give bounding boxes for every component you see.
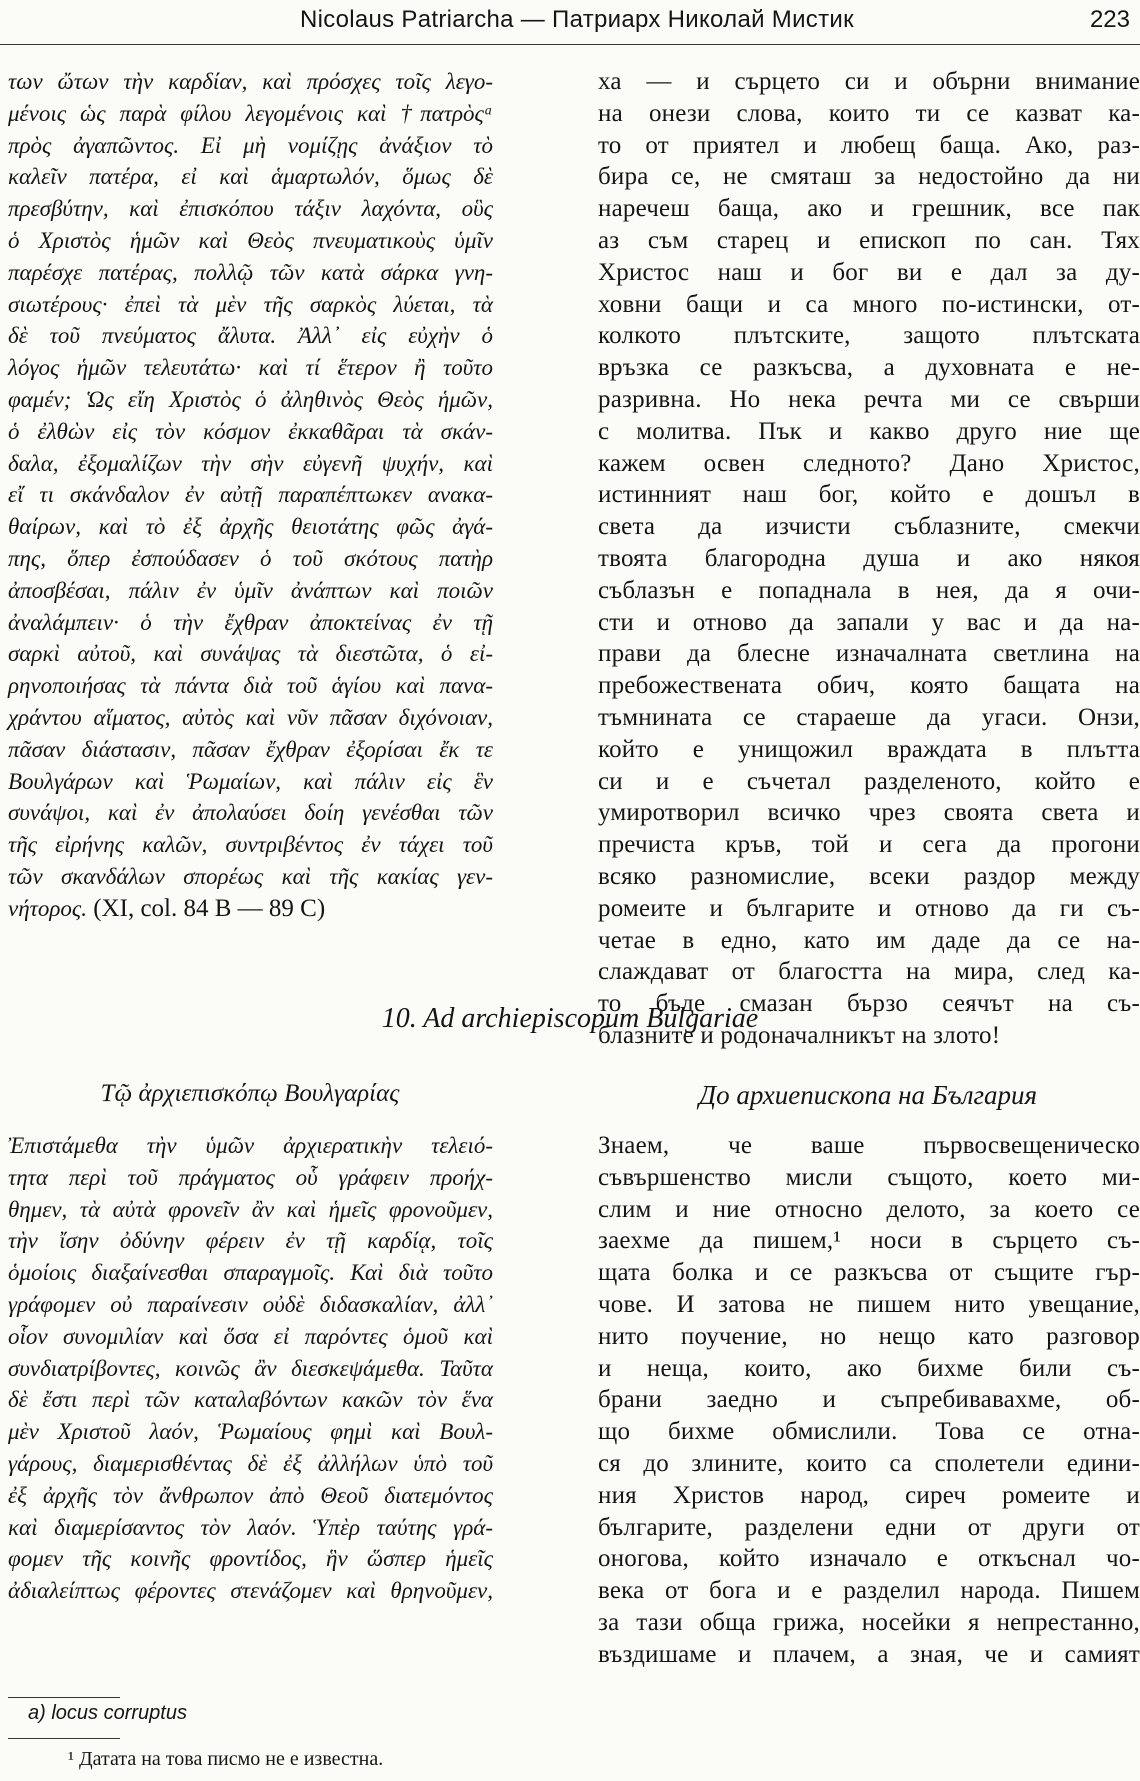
text-line: θημεν, τὰ αὐτὰ φρονεῖν ἂν καὶ ἡμεῖς φρονοῦμεν, bbox=[8, 1196, 493, 1222]
text-line: колкото плътските, защото плътската bbox=[598, 322, 1140, 350]
text-line: εἴ τι σκάνδαλον ἐν αὐτῇ παραπέπτωκεν ανακα- bbox=[8, 482, 493, 508]
text-line: то бъде смазан бързо сеячът на съ- bbox=[598, 990, 1140, 1018]
text-line: щата болка и се разкъсва от същите гър- bbox=[598, 1259, 1140, 1287]
text-line: Знаем, че ваше първосвещеническо bbox=[598, 1132, 1140, 1159]
text-line: пречиста кръв, той и сега да прогони bbox=[598, 831, 1140, 859]
text-line: συνδιατρίβοντες, κοινῶς ἂν διεσκεψάμεθα. Ταῦτα bbox=[8, 1355, 493, 1381]
running-title: Nicolaus Patriarcha — Патриарх Николай Мистик bbox=[300, 6, 854, 33]
text-line: за тази обща грижа, носейки я непрестанно, bbox=[598, 1608, 1140, 1636]
text-line: λόγος ἡμῶν τελευτάτω· καὶ τί ἕτερον ἢ τοῦτο bbox=[8, 355, 493, 381]
text-line: истинният наш бог, който е дошъл в bbox=[598, 481, 1140, 509]
text-line: Βουλγάρων καὶ Ῥωμαίων, καὶ πάλιν εἰς ἓν bbox=[8, 768, 493, 794]
text-line: слим и ние относно делото, за което се bbox=[598, 1195, 1140, 1223]
text-line: слаждават от благостта на мира, след ка- bbox=[598, 958, 1140, 986]
text-line: тъмнината се стараеше да угаси. Онзи, bbox=[598, 703, 1140, 731]
text-line: ромеите и българите и отново да ги съ- bbox=[598, 894, 1140, 922]
text-line: Ἐπιστάμεθα τὴν ὑμῶν ἀρχιερατικὴν τελειό- bbox=[8, 1133, 493, 1158]
letter10-title: 10. Ad archiepiscopum Bulgariae bbox=[381, 1003, 759, 1034]
letter9-greek-text bbox=[8, 66, 493, 925]
letter9-bulgarian-text bbox=[598, 66, 1140, 1052]
text-line: връзка се разкъсва, а духовната е не- bbox=[598, 354, 1140, 382]
text-line: който е унищожил враждата в плътта bbox=[598, 735, 1140, 763]
letter10-bulgarian-text bbox=[598, 1130, 1140, 1671]
footnote-rule-2 bbox=[8, 1738, 120, 1739]
text-line: ἀποσβέσαι, πάλιν ἐν ὑμῖν ἀνάπτων καὶ ποιῶν bbox=[8, 577, 493, 603]
text-line: оногова, който изначало е откъснал чо- bbox=[598, 1545, 1140, 1573]
text-line: των ὤτων τὴν καρδίαν, καὶ πρόσχες τοῖς λεγο- bbox=[8, 69, 493, 94]
text-line: заехме да пишем,¹ носи в сърцето съ- bbox=[598, 1227, 1140, 1255]
text-line: ἐξ ἀρχῆς τὸν ἄνθρωπον ἀπὸ Θεοῦ διατεμόντος bbox=[8, 1482, 493, 1508]
text-line: δὲ τοῦ πνεύματος ἄλυτα. Ἀλλ᾽ εἰς εὐχὴν ὁ bbox=[8, 323, 493, 349]
text-line: τῆς εἰρήνης καλῶν, συντριβέντος ἐν τάχει τοῦ bbox=[8, 832, 493, 858]
text-line: πρὸς ἀγαπῶντος. Εἰ μὴ νομίζῃς ἀνάξιον τὸ bbox=[8, 132, 493, 158]
text-line: γάρους, διαμερισθέντας δὲ ἐξ ἀλλήλων ὑπὸ τοῦ bbox=[8, 1450, 493, 1476]
text-line: си и е съчетал разделеното, който е bbox=[598, 767, 1140, 795]
text-line: πης, ὅπερ ἐσπούδασεν ὁ τοῦ σκότους πατὴρ bbox=[8, 545, 493, 571]
text-line: на онези слова, които ти се казват ка- bbox=[598, 99, 1140, 127]
text-line: παρέσχε πατέρας, πολλῷ τῶν κατὰ σάρκα γνη- bbox=[8, 259, 493, 285]
text-line: твоята благородна душа и ако някоя bbox=[598, 544, 1140, 572]
text-line: наречеш баща, ако и грешник, все пак bbox=[598, 195, 1140, 223]
text-line: φομεν τῆς κοινῆς φροντίδος, ἣν ὥσπερ ἡμεῖς bbox=[8, 1546, 493, 1572]
text-line: разривна. Но нека речта ми се свърши bbox=[598, 385, 1140, 413]
text-line: света да изчисти съблазните, смекчи bbox=[598, 513, 1140, 541]
text-line: съвършенство мисли същото, което ми- bbox=[598, 1163, 1140, 1191]
page-number: 223 bbox=[1089, 6, 1130, 33]
text-line: с молитва. Пък и какво друго ние ще bbox=[598, 417, 1140, 445]
text-line: πᾶσαν διάστασιν, πᾶσαν ἔχθραν ἐξορίσαι ἔκ τε bbox=[8, 736, 493, 762]
text-line: прави да блесне изначалната светлина на bbox=[598, 640, 1140, 668]
text-line: съблазън е попаднала в нея, да я очи- bbox=[598, 576, 1140, 604]
text-line: нито поучение, но нещо като разговор bbox=[598, 1322, 1140, 1350]
footnote-rule bbox=[8, 1697, 120, 1698]
text-line: μὲν Χριστοῦ λαόν, Ῥωμαίους φημὶ καὶ Βουλ- bbox=[8, 1419, 493, 1445]
text-line: и неща, които, ако бихме били съ- bbox=[598, 1354, 1140, 1382]
text-line: σιωτέρους· ἐπεὶ τὰ μὲν τῆς σαρκὸς λύεται, τὰ bbox=[8, 291, 493, 317]
running-header bbox=[0, 0, 1140, 45]
text-line: σαρκὶ αὐτοῦ, καὶ συνάψας τὰ διεστῶτα, ὁ εἰ- bbox=[8, 641, 493, 667]
source-citation: (XI, col. 84 B — 89 C) bbox=[86, 894, 326, 922]
text-line: θαίρων, καὶ τὸ ἐξ ἀρχῆς θειοτάτης φῶς ἀγά- bbox=[8, 514, 493, 540]
text-line: τῶν σκανδάλων σπορέως καὶ τῆς κακίας γεν- bbox=[8, 863, 493, 889]
text-line: νήτορος. (XI, col. 84 B — 89 C) bbox=[8, 894, 326, 922]
bulgarian-footnote: ¹ Датата на това писмо не е известна. bbox=[68, 1748, 384, 1770]
text-line: сти и отново да запали у вас и да на- bbox=[598, 608, 1140, 636]
text-line: пребожествената обич, която бащата на bbox=[598, 672, 1140, 700]
text-line: ховни бащи и са много по-истински, от- bbox=[598, 290, 1140, 318]
text-line: ὁ ἐλθὼν εἰς τὸν κόσμον ἐκκαθᾶραι τὰ σκάν- bbox=[8, 418, 493, 444]
text-line: блазните и родоначалникът на злото! bbox=[598, 1021, 1001, 1049]
text-line: ὁμοίοις διαξαίνεσθαι σπαραγμοῖς. Καὶ διὰ τοῦτο bbox=[8, 1260, 493, 1286]
text-line: οἷον συνομιλίαν καὶ ὅσα εἰ παρόντες ὁμοῦ καὶ bbox=[8, 1323, 493, 1349]
text-line: аз съм старец и епископ по сан. Тях bbox=[598, 226, 1140, 254]
text-line: то от приятел и любещ баща. Ако, раз- bbox=[598, 131, 1140, 159]
text-line: καὶ διαμερίσαντος τὸν λαόν. Ὑπὲρ ταύτης γρά- bbox=[8, 1514, 493, 1540]
text-line: кажем освен следното? Дано Христос, bbox=[598, 449, 1140, 477]
text-line: българите, разделени едни от други от bbox=[598, 1513, 1140, 1541]
letter10-bulgarian-heading: До архиепископа на България bbox=[698, 1080, 1038, 1110]
text-line: умиротворил всичко чрез своята света и bbox=[598, 799, 1140, 827]
text-line: ха — и сърцето си и обърни внимание bbox=[598, 68, 1140, 95]
text-line: γράφομεν οὐ παραίνεσιν οὐδὲ διδασκαλίαν, ἀλλ᾽ bbox=[8, 1291, 493, 1317]
text-line: δαλα, ἐξομαλίζων τὴν σὴν εὐγενῆ ψυχήν, καὶ bbox=[8, 450, 493, 476]
text-line: чове. И затова не пишем нито увещание, bbox=[598, 1290, 1140, 1318]
text-line: καλεῖν πατέρα, εἰ καὶ ἁμαρτωλόν, ὅμως δὲ bbox=[8, 164, 493, 190]
text-line: ρηνοποιήσας τὰ πάντα διὰ τοῦ ἁγίου καὶ πανα- bbox=[8, 673, 493, 699]
text-line: τὴν ἴσην ὀδύνην φέρειν ἐν τῇ καρδίᾳ, τοῖς bbox=[8, 1228, 493, 1254]
text-line: брани заедно и съпребивавахме, об- bbox=[598, 1386, 1140, 1414]
text-line: μένοις ὡς παρὰ φίλου λεγομένοις καὶ †πατρὸςᵃ bbox=[8, 100, 493, 126]
text-line: τητα περὶ τοῦ πράγματος οὗ γράφειν προήχ- bbox=[8, 1164, 493, 1190]
text-line: ἀδιαλείπτως φέροντες στενάζομεν καὶ θρηνοῦμεν, bbox=[8, 1578, 493, 1604]
text-line: δὲ ἔστι περὶ τῶν καταλαβόντων κακῶν τὸν ἕνα bbox=[8, 1387, 493, 1413]
text-line: четае в едно, като им даде да се на- bbox=[598, 926, 1140, 954]
text-line: що бихме обмислили. Това се отна- bbox=[598, 1418, 1140, 1446]
text-line: всяко разномислие, всеки раздор между bbox=[598, 862, 1140, 890]
text-line: ния Христов народ, сиреч ромеите и bbox=[598, 1481, 1140, 1509]
text-line: φαμέν; Ὡς εἴη Χριστὸς ὁ ἀληθινὸς Θεὸς ἡμῶν, bbox=[8, 386, 493, 412]
letter10-greek-heading: Τῷ ἀρχιεπισκόπῳ Βουλγαρίας bbox=[100, 1080, 400, 1107]
text-line: бира се, не смяташ за недостойно да ни bbox=[598, 163, 1140, 191]
text-line: ся до злините, които са сполетели едини- bbox=[598, 1449, 1140, 1477]
text-line: ἀναλάμπειν· ὁ τὴν ἔχθραν ἀποκτείνας ἐν τῇ bbox=[8, 609, 493, 635]
text-line: Христос наш и бог ви е дал за ду- bbox=[598, 258, 1140, 286]
text-line: века от бога и е разделил народа. Пишем bbox=[598, 1577, 1140, 1605]
text-line: ὁ Χριστὸς ἡμῶν καὶ Θεὸς πνευματικοὺς ὑμῖν bbox=[8, 227, 493, 253]
text-line: συνάψοι, καὶ ἐν ἀπολαύσει δοίη γενέσθαι τῶν bbox=[8, 800, 493, 826]
text-line: πρεσβύτην, καὶ ἐπισκόπου τάξιν λαχόντα, οὓς bbox=[8, 196, 493, 222]
letter10-greek-text bbox=[8, 1130, 493, 1607]
greek-footnote: a) locus corruptus bbox=[28, 1702, 187, 1724]
text-line: χράντου αἵματος, αὐτὸς καὶ νῦν πᾶσαν διχόνοιαν, bbox=[8, 704, 493, 730]
text-line: въздишаме и плачем, а зная, че и самият bbox=[598, 1640, 1140, 1668]
